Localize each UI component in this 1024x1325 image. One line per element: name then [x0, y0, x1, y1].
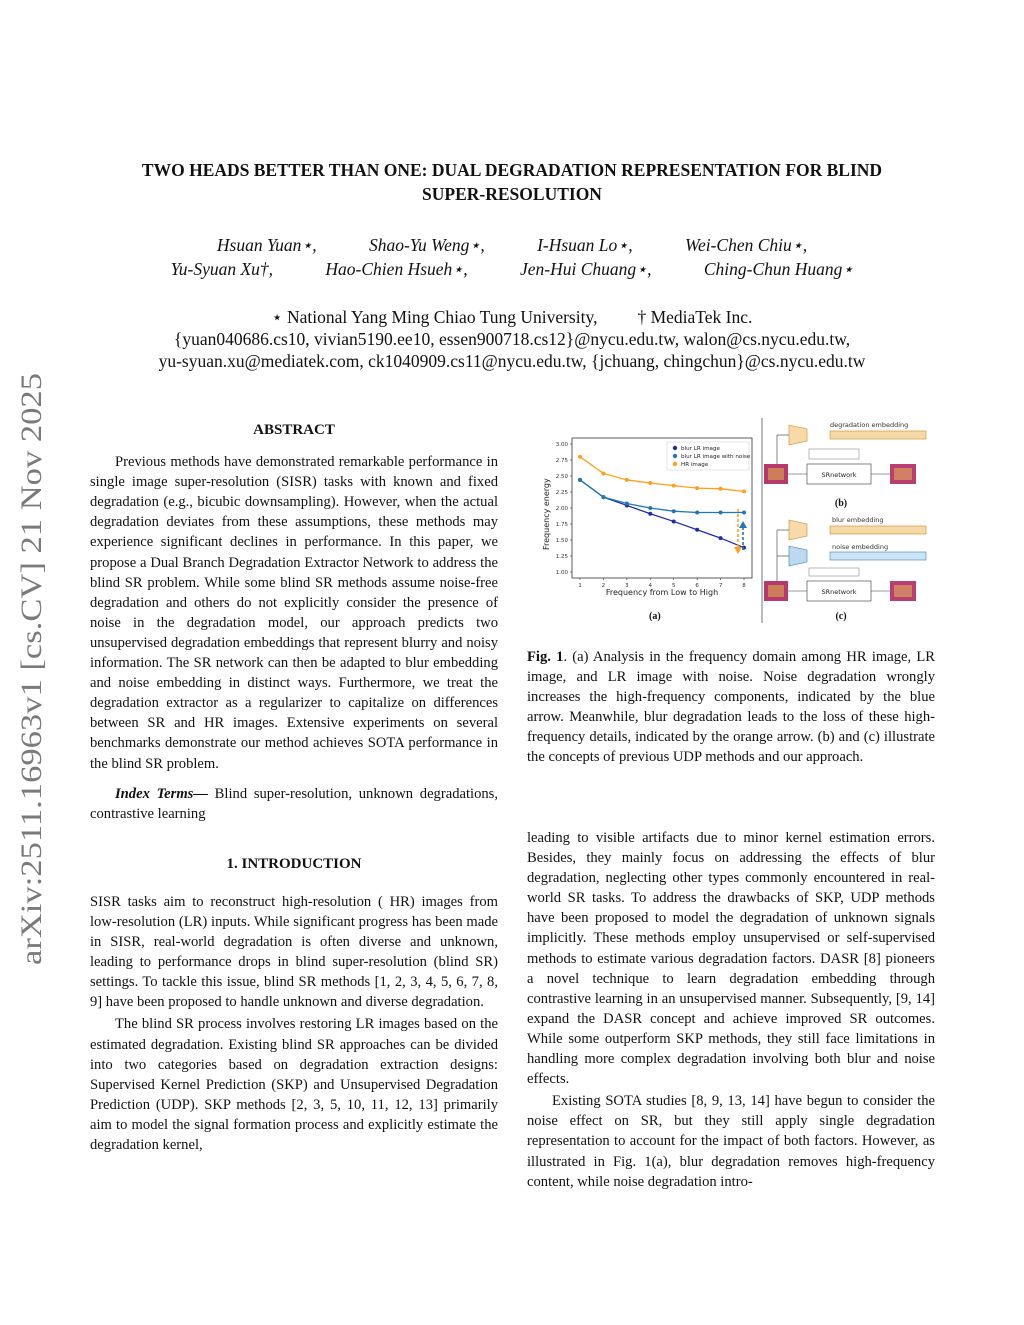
data-point: [601, 495, 605, 499]
caption-label: Fig. 1: [527, 649, 564, 665]
legend-label-noise: blur LR image with noise: [681, 454, 751, 460]
institution-1: ⋆ National Yang Ming Chiao Tung University,: [271, 307, 598, 327]
institutions: [60, 306, 964, 328]
data-point: [719, 510, 723, 514]
y-tick-label: 1.50: [555, 538, 568, 544]
data-point: [695, 486, 699, 490]
x-tick-label: 2: [601, 583, 606, 589]
left-column: [90, 420, 498, 1155]
y-tick-label: 2.00: [555, 506, 568, 512]
author: Hsuan Yuan⋆,: [216, 235, 317, 255]
blur-embedding-label: blur embedding: [832, 516, 884, 524]
y-axis-label: Frequency energy: [542, 478, 551, 550]
data-point: [742, 489, 746, 493]
data-point: [648, 506, 652, 510]
blur-embedding-bar: [830, 526, 926, 534]
data-point: [672, 509, 676, 513]
blur-encoder-trapezoid: [789, 520, 807, 540]
x-tick-label: 6: [695, 583, 699, 589]
title-line-1: TWO HEADS BETTER THAN ONE: DUAL DEGRADATION REPRESENTATION FOR BLIND: [141, 160, 883, 180]
emails-line-1: {yuan040686.cs10, vivian5190.ee10, essen900718.cs12}@nycu.edu.tw, walon@cs.nycu.edu.tw,: [173, 329, 851, 349]
x-axis-label: Frequency from Low to High: [605, 588, 719, 597]
degradation-embedding-label: degradation embedding: [830, 421, 909, 429]
data-point: [578, 455, 582, 459]
frequency-chart: [542, 438, 752, 622]
author: Ching-Chun Huang⋆: [703, 259, 854, 279]
author: Wei-Chen Chiu⋆,: [685, 235, 808, 255]
author-row-1: [60, 233, 964, 257]
right-column: [527, 828, 935, 1192]
abstract-heading: ABSTRACT: [253, 422, 335, 438]
figure-caption: [527, 647, 935, 768]
panel-b-diagram: [764, 421, 926, 509]
author: Hao-Chien Hsueh⋆,: [325, 259, 468, 279]
y-tick-label: 2.25: [555, 490, 568, 496]
author: Shao-Yu Weng⋆,: [369, 235, 485, 255]
x-tick-label: 3: [625, 583, 629, 589]
input-image-detail: [768, 585, 784, 597]
panel-c-diagram: [764, 516, 926, 622]
y-ticks: [556, 442, 572, 576]
legend-swatch-blur: [673, 446, 677, 450]
intro-paragraph-3: leading to visible artifacts due to minor kernel estimation errors. Besides, they mainly focus on addressing the effects of blur degradation, neglecting other types commonly encountered in real-world SR tasks. To address the drawbacks of SKP, UDP methods have been proposed to model the degradation of unknown signals implicitly. These methods employ unsupervised or self-supervised methods to estimate various degradation factors. DASR [8] pioneers a novel technique to learn degradation embedding through contrastive learning in an unsupervised manner. Subsequently, [9, 14] expand the DASR concept and achieve improved SR outcomes. While some outperform SKP methods, they still face limitations in handling more complex degradation involving both blur and noise effects.: [527, 830, 935, 1088]
affiliations: [60, 306, 964, 372]
legend-swatch-hr: [673, 462, 677, 466]
intro-paragraph-2: The blind SR process involves restoring LR images based on the estimated degradation. Existing blind SR approaches can be divided into two categories based on degradation extraction designs: Supervised Kernel Prediction (SKP) and Unsupervised Degradation Prediction (UDP). SKP methods [2, 3, 5, 10, 11, 12, 13] primarily aim to model the signal formation process and explicitly estimate the degradation kernel,: [90, 1016, 498, 1153]
legend-label-hr: HR image: [681, 462, 709, 468]
output-image-detail: [894, 468, 912, 480]
x-tick-label: 5: [671, 583, 676, 589]
data-point: [625, 502, 629, 506]
srnetwork-label: SRnetwork: [821, 471, 857, 479]
data-point: [695, 528, 699, 532]
arxiv-stamp: [6, 365, 50, 965]
x-tick-label: 4: [648, 583, 653, 589]
data-point: [648, 481, 652, 485]
data-point: [672, 484, 676, 488]
y-tick-label: 1.75: [555, 522, 568, 528]
emails-line-2: yu-syuan.xu@mediatek.com, ck1040909.cs11@nycu.edu.tw, {jchuang, chingchun}@cs.nycu.edu.tw: [158, 351, 866, 371]
data-point: [672, 519, 676, 523]
caption-text: . (a) Analysis in the frequency domain among HR image, LR image, and LR image with noise. Noise degradation wrongly increases the high-frequency components, indicated by the blue arrow. Meanwhile, blur degradation leads to the loss of these high-frequency details, indicated by the orange arrow. (b) and (c) illustrate the concepts of previous UDP methods and our approach.: [527, 649, 935, 766]
data-point: [719, 536, 723, 540]
data-point: [719, 487, 723, 491]
author: I-Hsuan Lo⋆,: [537, 235, 633, 255]
noise-embedding-bar: [830, 552, 926, 560]
y-tick-label: 3.00: [555, 442, 568, 448]
y-tick-label: 2.75: [555, 458, 568, 464]
legend-swatch-noise: [673, 454, 677, 458]
legend-label-blur: blur LR image: [681, 446, 720, 452]
abstract-text: Previous methods have demonstrated remarkable performance in single image super-resolution (SISR) tasks with known and fixed degradation (e.g., bicubic downsampling). However, when the actual degradation deviates from these assumptions, these methods may experience significant declines in performance. In this paper, we propose a Dual Branch Degradation Extractor Network to address the blind SR problem. While some blind SR methods assume noise-free degradation and others do not explicitly consider the presence of noise in the degradation model, our approach predicts two unsupervised degradation embeddings that represent blurry and noisy information. The SR network can then be adapted to blur embedding and noise embedding in distinct ways. Furthermore, we treat the degradation extractor as a regularizer to capitalize on differences between SR and HR images. Extensive experiments on several benchmarks demonstrate our method achieves SOTA performance in the blind SR problem.: [90, 454, 498, 772]
output-image-detail: [894, 585, 912, 597]
srnetwork-label: SRnetwork: [821, 588, 857, 596]
panel-c-label: (c): [835, 611, 847, 622]
figure-1: [527, 408, 935, 628]
noise-embedding-label: noise embedding: [832, 543, 889, 551]
ffn-block: [809, 449, 859, 459]
x-tick-label: 1: [578, 583, 582, 589]
embedding-bar: [830, 431, 926, 439]
title-line-2: SUPER-RESOLUTION: [422, 184, 602, 204]
author: Jen-Hui Chuang⋆,: [519, 259, 652, 279]
noise-encoder-trapezoid: [789, 546, 807, 566]
data-point: [648, 512, 652, 516]
data-point: [695, 510, 699, 514]
paper-title: [60, 158, 964, 206]
y-tick-label: 2.50: [555, 474, 568, 480]
intro-heading: 1. INTRODUCTION: [226, 855, 362, 872]
data-point: [625, 478, 629, 482]
x-tick-label: 8: [742, 583, 746, 589]
y-tick-label: 1.00: [555, 570, 568, 576]
author: Yu-Syuan Xu†,: [170, 259, 274, 279]
encoder-trapezoid: [789, 425, 807, 445]
data-point: [742, 510, 746, 514]
author-list: [60, 233, 964, 281]
intro-paragraph-4: Existing SOTA studies [8, 9, 13, 14] have begun to consider the noise effect on SR, but they still apply single degradation representation to account for the impact of both factors. However, as illustrated in Fig. 1(a), blur degradation removes high-frequency content, while noise degradation intro-: [527, 1093, 935, 1190]
data-point: [578, 478, 582, 482]
index-terms-label: Index Terms—: [115, 785, 208, 802]
y-tick-label: 1.25: [555, 554, 568, 560]
x-tick-label: 7: [718, 583, 723, 589]
data-point: [601, 471, 605, 475]
input-image-detail: [768, 468, 784, 480]
index-terms-text: Blind super-resolution, unknown degradations, contrastive learning: [90, 785, 498, 822]
chart-legend: [667, 442, 751, 470]
arxiv-stamp-text: arXiv:2511.16963v1 [cs.CV] 21 Nov 2025: [15, 451, 48, 965]
author-row-2: [60, 257, 964, 281]
intro-paragraph-1: SISR tasks aim to reconstruct high-resolution ( HR) images from low-resolution (LR) inputs. While significant progress has been made in SISR, real-world degradation is often diverse and unknown, leading to performance drops in blind super-resolution (blind SR) settings. To tackle this issue, blind SR methods [1, 2, 3, 4, 5, 6, 7, 8, 9] have been proposed to handle unknown and diverse degradation.: [90, 893, 498, 1011]
institution-2: † MediaTek Inc.: [637, 307, 753, 327]
panel-a-label: (a): [649, 611, 661, 622]
index-terms: [90, 784, 498, 824]
panel-b-label: (b): [834, 498, 848, 509]
ffn-block: [809, 568, 859, 576]
